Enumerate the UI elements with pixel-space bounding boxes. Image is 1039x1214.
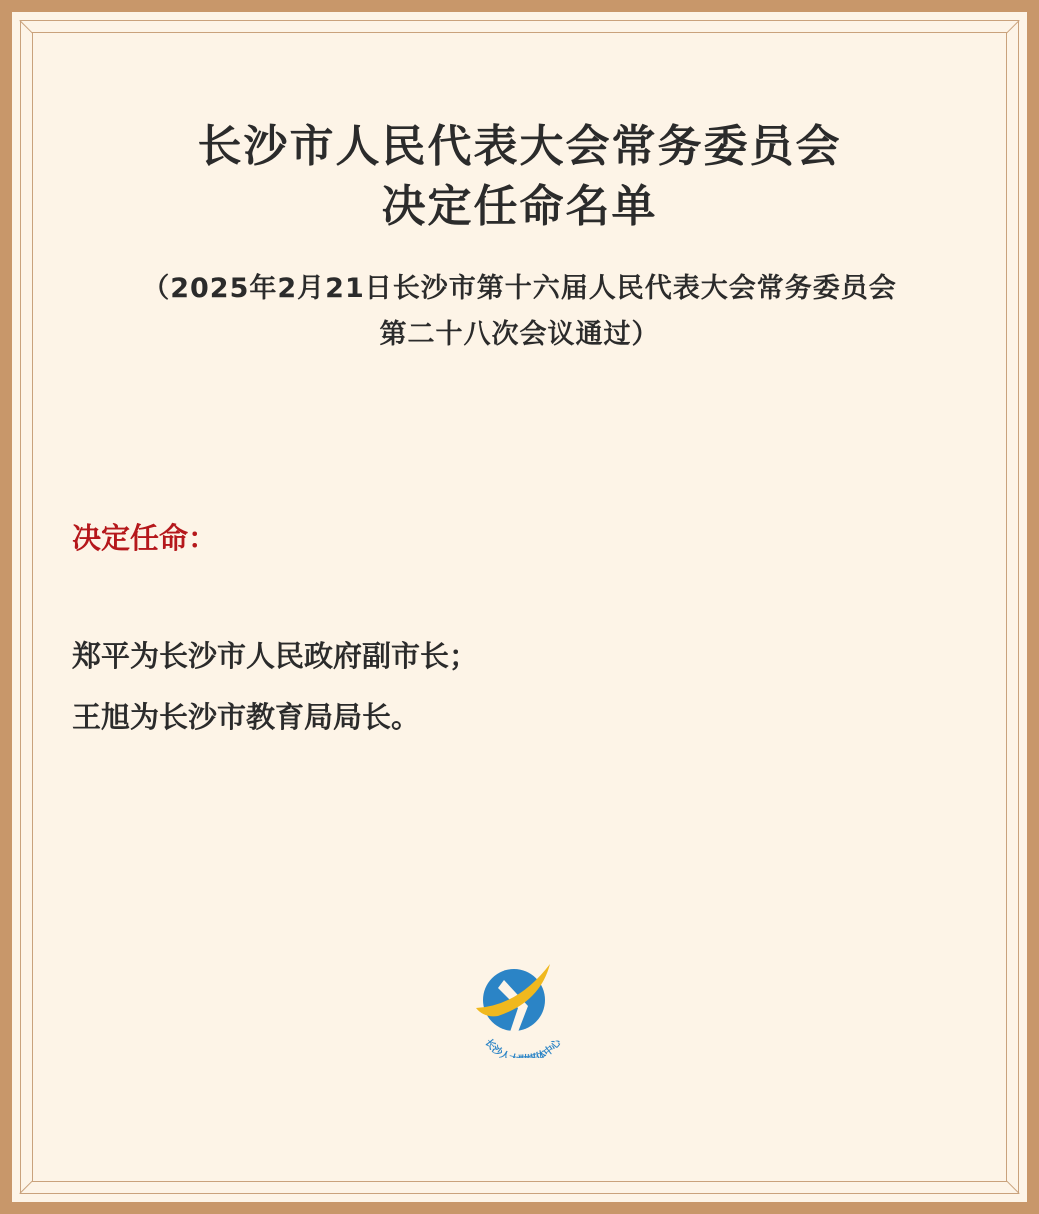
appointment-item: 郑平为长沙市人民政府副市长； — [72, 639, 479, 673]
document-subtitle-line-1: （2025年2月21日长沙市第十六届人民代表大会常务委员会 — [142, 273, 897, 304]
changsha-npc-media-center-logo-icon — [468, 958, 578, 1058]
logo-text: 长沙人 体中心 — [482, 1037, 564, 1058]
media-center-logo — [468, 958, 578, 1058]
document-title-line-2: 决定任命名单 — [381, 181, 658, 232]
document-subtitle-line-2: 第二十八次会议通过） — [379, 319, 660, 350]
svg-text:长沙人大融媒体中心 — [483, 1035, 565, 1058]
appointment-section-heading: 决定任命： — [72, 521, 218, 555]
document-title-line-1: 长沙市人民代表大会常务委员会 — [197, 121, 842, 172]
appointment-item: 王旭为长沙市教育局局长。 — [72, 700, 421, 734]
